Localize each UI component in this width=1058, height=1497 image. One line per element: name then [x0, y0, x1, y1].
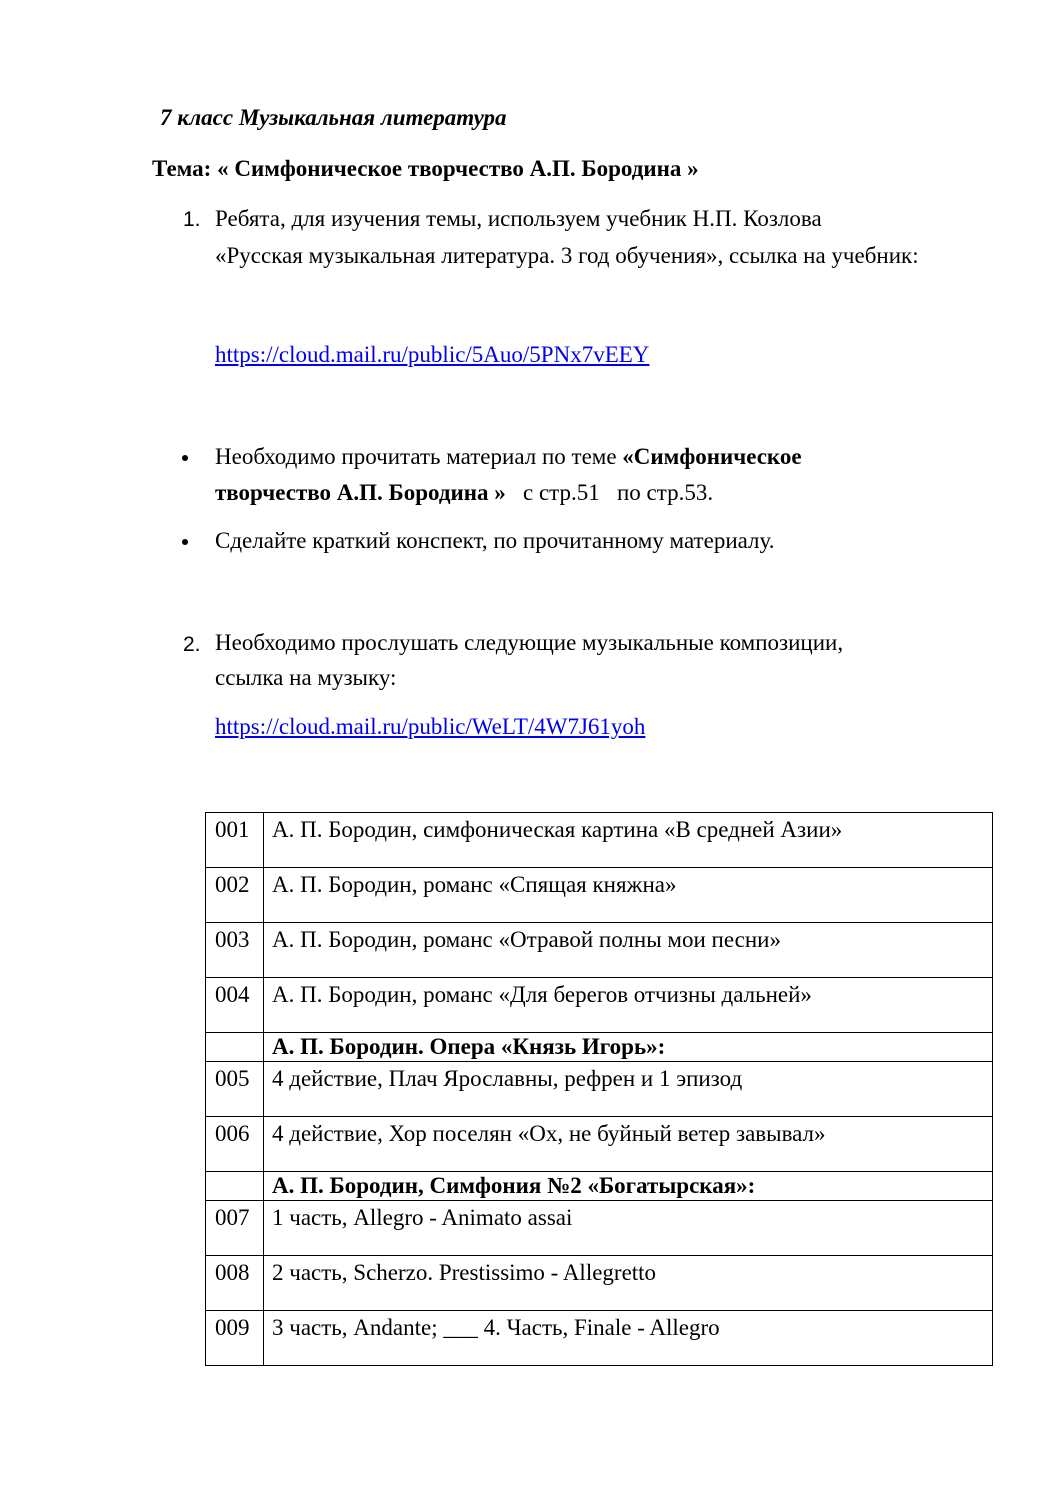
bullet-2-marker	[182, 539, 188, 545]
bullet-2-text: Сделайте краткий конспект, по прочитанному материалу.	[215, 528, 775, 553]
track-row	[206, 813, 993, 868]
bullet-1-text: Необходимо прочитать материал по теме	[215, 444, 623, 469]
step-1-number: 1.	[183, 208, 201, 231]
track-row	[206, 1311, 993, 1366]
textbook-link[interactable]: https://cloud.mail.ru/public/5Auo/5PNx7vEEY	[215, 342, 650, 367]
track-title: А. П. Бородин, романс «Спящая княжна»	[264, 868, 993, 923]
section-title: А. П. Бородин. Опера «Князь Игорь»:	[264, 1033, 993, 1062]
bullet-1-tail: с стр.51 по стр.53.	[505, 480, 714, 505]
section-title: А. П. Бородин, Симфония №2 «Богатырская»:	[264, 1172, 993, 1201]
section-row	[206, 1033, 993, 1062]
bullet-1-line-1	[215, 443, 802, 471]
track-title: 4 действие, Хор поселян «Ох, не буйный ветер завывал»	[264, 1117, 993, 1172]
music-link[interactable]: https://cloud.mail.ru/public/WeLT/4W7J61yoh	[215, 714, 646, 739]
track-title: 3 часть, Andante; ___ 4. Часть, Finale - Allegro	[264, 1311, 993, 1366]
bullet-1-line-2	[215, 479, 713, 507]
step-2-number: 2.	[183, 633, 201, 656]
step-2-line-1: Необходимо прослушать следующие музыкальные композиции,	[215, 630, 844, 655]
track-number: 004	[206, 978, 264, 1033]
track-title: А. П. Бородин, романс «Для берегов отчизны дальней»	[264, 978, 993, 1033]
track-number: 005	[206, 1062, 264, 1117]
track-title: А. П. Бородин, симфоническая картина «В средней Азии»	[264, 813, 993, 868]
step-1-line-2: «Русская музыкальная литература. 3 год обучения», ссылка на учебник:	[215, 243, 919, 268]
track-number	[206, 1033, 264, 1062]
section-row	[206, 1172, 993, 1201]
track-title: 1 часть, Allegro - Animato assai	[264, 1201, 993, 1256]
track-row	[206, 1256, 993, 1311]
track-row	[206, 1201, 993, 1256]
track-number: 002	[206, 868, 264, 923]
track-number: 009	[206, 1311, 264, 1366]
track-title: 2 часть, Scherzo. Prestissimo - Allegretto	[264, 1256, 993, 1311]
tracks-table	[205, 812, 993, 1366]
bullet-1-bold-1: «Симфоническое	[622, 444, 802, 469]
track-row	[206, 978, 993, 1033]
bullet-1-marker	[182, 455, 188, 461]
track-number: 001	[206, 813, 264, 868]
track-number: 008	[206, 1256, 264, 1311]
track-row	[206, 1117, 993, 1172]
track-number	[206, 1172, 264, 1201]
step-1-line-1: Ребята, для изучения темы, используем учебник Н.П. Козлова	[215, 206, 822, 231]
track-number: 007	[206, 1201, 264, 1256]
step-2-line-2: ссылка на музыку:	[215, 665, 397, 690]
track-number: 003	[206, 923, 264, 978]
bullet-1-bold-2: творчество А.П. Бородина »	[215, 480, 506, 505]
track-row	[206, 868, 993, 923]
track-row	[206, 923, 993, 978]
track-title: 4 действие, Плач Ярославны, рефрен и 1 эпизод	[264, 1062, 993, 1117]
track-title: А. П. Бородин, романс «Отравой полны мои песни»	[264, 923, 993, 978]
track-row	[206, 1062, 993, 1117]
track-number: 006	[206, 1117, 264, 1172]
document-header: 7 класс Музыкальная литература	[160, 105, 507, 130]
topic-title: Тема: « Симфоническое творчество А.П. Бородина »	[152, 156, 699, 181]
tracks-table-body	[206, 813, 993, 1366]
